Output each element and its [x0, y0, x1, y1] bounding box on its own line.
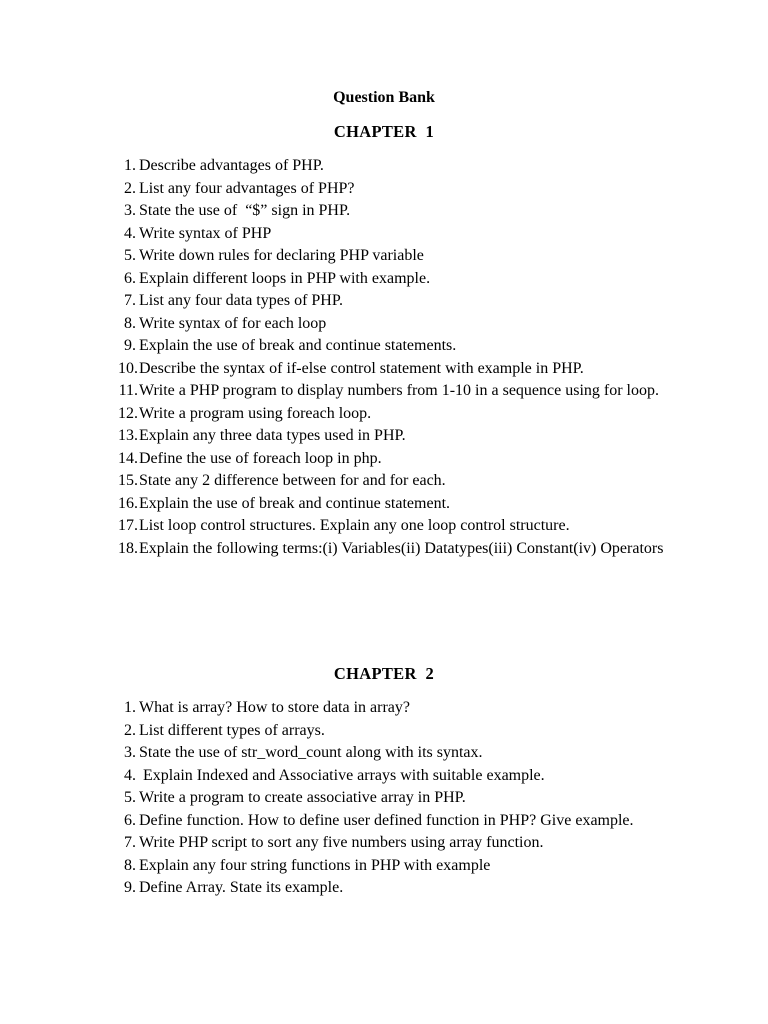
question-text: Define Array. State its example. [139, 879, 344, 896]
question-number: 4. [124, 766, 136, 784]
question-number: 16. [118, 494, 138, 512]
question-item [0, 358, 768, 381]
question-text: Write a program to create associative array in PHP. [139, 789, 466, 806]
question-item [0, 245, 768, 268]
question-number: 9. [124, 879, 136, 896]
question-number: 5. [124, 789, 136, 806]
question-text: Write PHP script to sort any five numbers using array function. [139, 834, 544, 851]
question-number: 5. [124, 247, 136, 264]
chapter-2-question-list [0, 697, 768, 900]
chapter-1-question-list [0, 155, 768, 560]
question-number: 15. [118, 472, 138, 489]
question-item [0, 855, 768, 878]
question-number: 2. [124, 721, 136, 739]
question-text: Explain any three data types used in PHP. [139, 427, 406, 444]
question-text: State the use of “$” sign in PHP. [139, 202, 351, 219]
question-text: Explain the use of break and continue statement. [139, 494, 451, 512]
question-text: Explain the use of break and continue statements. [139, 337, 457, 354]
question-text: Describe the syntax of if-else control statement with example in PHP. [139, 359, 584, 377]
question-item [0, 335, 768, 358]
question-item [0, 313, 768, 336]
question-text: Write a PHP program to display numbers from 1-10 in a sequence using for loop. [139, 382, 659, 399]
question-item [0, 155, 768, 178]
question-number: 6. [124, 269, 136, 287]
question-text: List different types of arrays. [139, 721, 325, 739]
question-text: Write syntax of PHP [139, 224, 272, 242]
question-text: State any 2 difference between for and for each. [139, 472, 446, 489]
question-text: Define the use of foreach loop in php. [139, 449, 382, 467]
question-text: Explain different loops in PHP with example. [139, 269, 431, 287]
question-text: List any four data types of PHP. [139, 292, 343, 309]
document-title: Question Bank [333, 89, 435, 106]
question-item [0, 290, 768, 313]
question-text: Write a program using foreach loop. [139, 404, 372, 422]
question-text: What is array? How to store data in array? [139, 699, 410, 716]
question-number: 3. [124, 744, 136, 761]
question-text: Explain Indexed and Associative arrays with suitable example. [139, 766, 545, 784]
question-number: 10. [118, 359, 138, 377]
question-number: 7. [124, 292, 136, 309]
question-number: 3. [124, 202, 136, 219]
question-number: 17. [118, 517, 138, 534]
question-text: Describe advantages of PHP. [139, 157, 324, 174]
question-number: 14. [118, 449, 138, 467]
question-item [0, 380, 768, 403]
chapter-2-heading: CHAPTER 2 [333, 664, 435, 683]
question-item [0, 720, 768, 743]
question-number: 9. [124, 337, 136, 354]
question-text: Define function. How to define user defined function in PHP? Give example. [139, 811, 634, 829]
question-number: 2. [124, 179, 136, 197]
question-item [0, 697, 768, 720]
question-number: 18. [118, 539, 138, 557]
question-item [0, 470, 768, 493]
question-text: Explain the following terms:(i) Variables(ii) Datatypes(iii) Constant(iv) Operators [139, 539, 664, 557]
question-item [0, 765, 768, 788]
question-item [0, 448, 768, 471]
question-number: 1. [124, 157, 136, 174]
question-item [0, 515, 768, 538]
question-text: List any four advantages of PHP? [139, 179, 355, 197]
question-item [0, 538, 768, 561]
question-text: Write down rules for declaring PHP variable [139, 247, 424, 264]
question-number: 4. [124, 224, 136, 242]
question-item [0, 810, 768, 833]
question-text: Write syntax of for each loop [139, 314, 327, 332]
question-number: 8. [124, 314, 136, 332]
question-number: 13. [118, 427, 138, 444]
question-item [0, 200, 768, 223]
question-number: 7. [124, 834, 136, 851]
question-number: 12. [118, 404, 138, 422]
question-number: 8. [124, 856, 136, 874]
question-text: List loop control structures. Explain any one loop control structure. [139, 517, 570, 534]
chapter-1-heading: CHAPTER 1 [333, 122, 435, 141]
question-item [0, 268, 768, 291]
question-item [0, 877, 768, 900]
question-item [0, 832, 768, 855]
question-number: 1. [124, 699, 136, 716]
question-number: 11. [118, 382, 138, 399]
question-item [0, 742, 768, 765]
question-item [0, 403, 768, 426]
question-text: Explain any four string functions in PHP with example [139, 856, 491, 874]
question-item [0, 425, 768, 448]
question-number: 6. [124, 811, 136, 829]
question-text: State the use of str_word_count along with its syntax. [139, 744, 483, 761]
question-item [0, 178, 768, 201]
question-item [0, 493, 768, 516]
question-item [0, 223, 768, 246]
question-item [0, 787, 768, 810]
